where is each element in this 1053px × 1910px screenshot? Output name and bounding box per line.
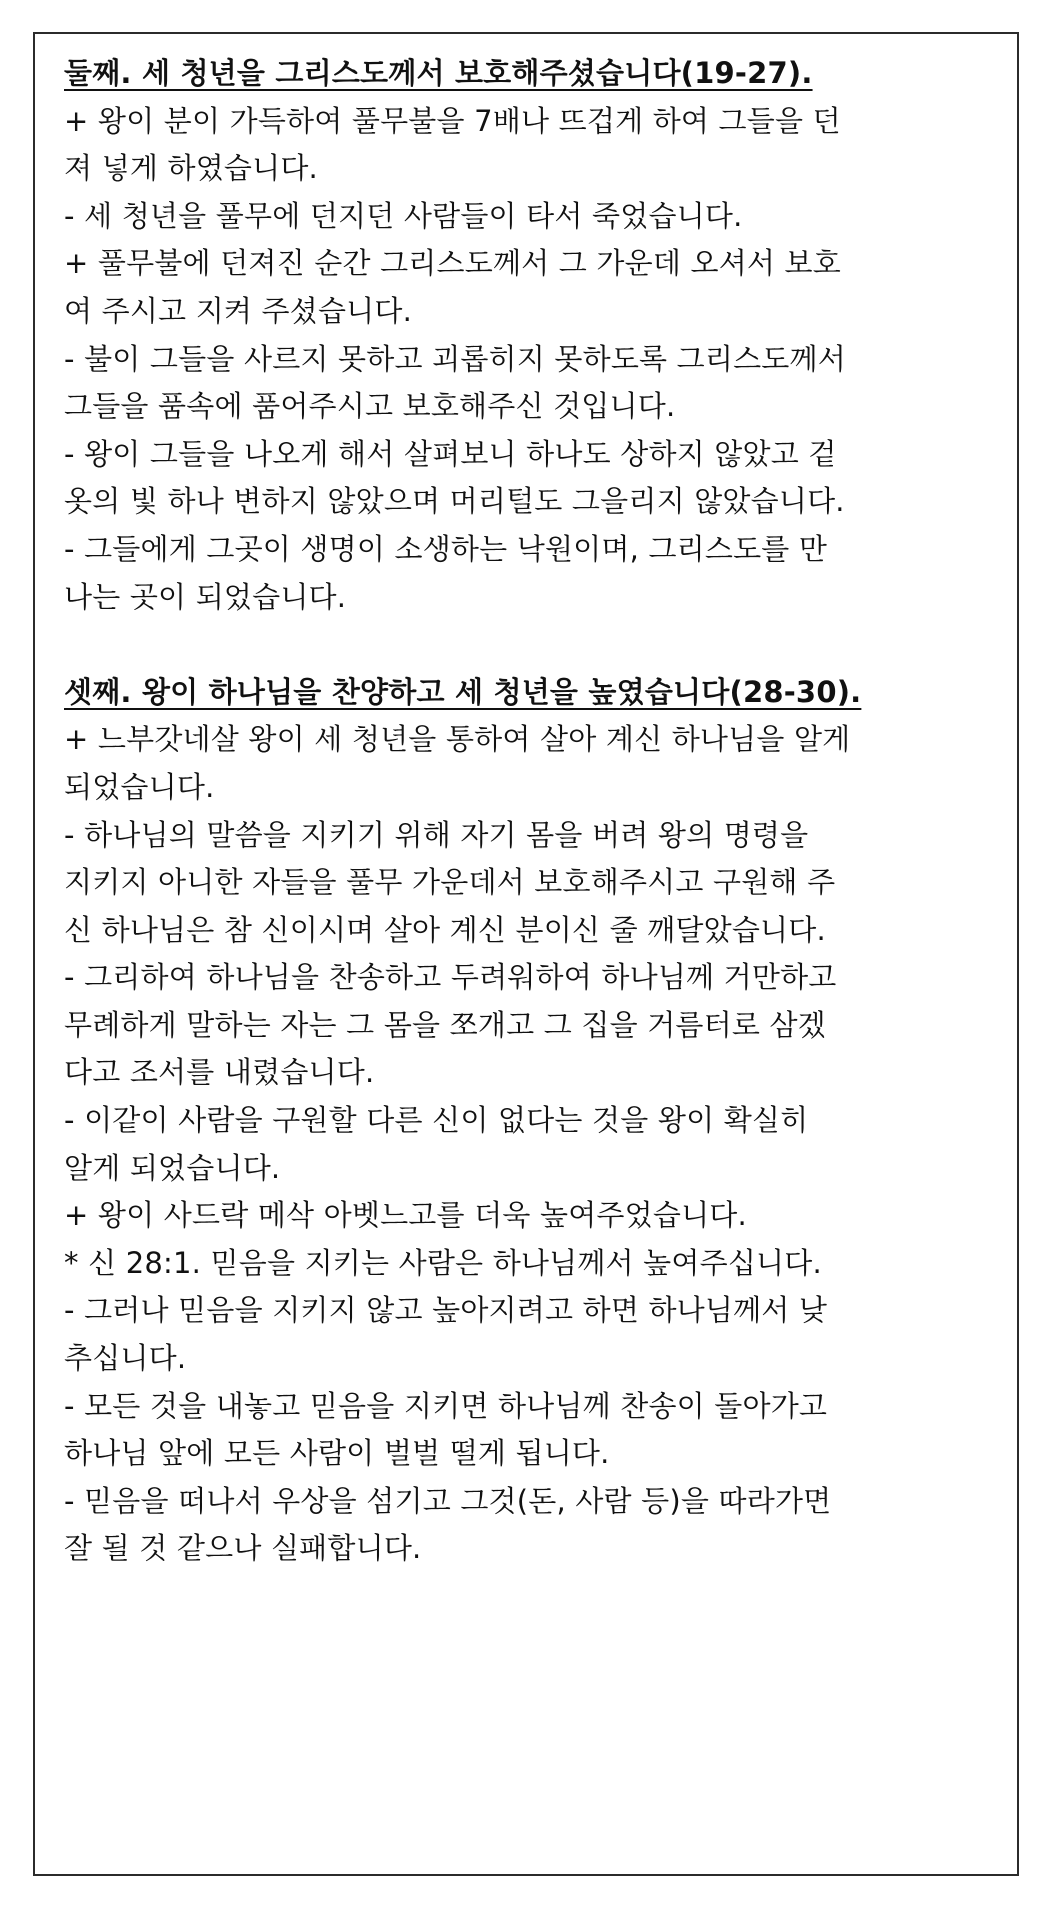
section-spacer [64,621,994,669]
text-line: 잘 될 것 같으나 실패합니다. [64,1531,422,1566]
text-line: + 느부갓네살 왕이 세 청년을 통하여 살아 계신 하나님을 알게 [64,722,851,757]
text-line: + 왕이 사드락 메삭 아벳느고를 더욱 높여주었습니다. [64,1198,747,1233]
text-line: 옷의 빛 하나 변하지 않았으며 머리털도 그을리지 않았습니다. [64,484,845,519]
text-line: 나는 곳이 되었습니다. [64,579,347,614]
text-line: - 이같이 사람을 구원할 다른 신이 없다는 것을 왕이 확실히 [64,1103,809,1138]
section-second [64,50,994,621]
section-third [64,669,994,1573]
text-line: 여 주시고 지켜 주셨습니다. [64,293,413,328]
section-heading: 셋째. 왕이 하나님을 찬양하고 세 청년을 높였습니다(28-30). [64,674,862,709]
text-line: 져 넣게 하였습니다. [64,151,318,186]
text-line: 다고 조서를 내렸습니다. [64,1055,375,1090]
text-line: - 하나님의 말씀을 지키기 위해 자기 몸을 버려 왕의 명령을 [64,817,809,852]
text-line: * 신 28:1. 믿음을 지키는 사람은 하나님께서 높여주십니다. [64,1245,822,1280]
text-line: + 풀무불에 던져진 순간 그리스도께서 그 가운데 오셔서 보호 [64,246,841,281]
text-line: - 왕이 그들을 나오게 해서 살펴보니 하나도 상하지 않았고 겉 [64,436,837,471]
text-line: - 모든 것을 내놓고 믿음을 지키면 하나님께 찬송이 돌아가고 [64,1388,828,1423]
text-line: - 그리하여 하나님을 찬송하고 두려워하여 하나님께 거만하고 [64,960,837,995]
text-line: - 그들에게 그곳이 생명이 소생하는 낙원이며, 그리스도를 만 [64,531,828,566]
section-heading: 둘째. 세 청년을 그리스도께서 보호해주셨습니다(19-27). [64,56,813,90]
text-line: 그들을 품속에 품어주시고 보호해주신 것입니다. [64,389,676,424]
text-line: - 불이 그들을 사르지 못하고 괴롭히지 못하도록 그리스도께서 [64,341,846,376]
text-line: - 세 청년을 풀무에 던지던 사람들이 타서 죽었습니다. [64,198,743,233]
text-line: - 그러나 믿음을 지키지 않고 높아지려고 하면 하나님께서 낮 [64,1293,828,1328]
text-line: 무례하게 말하는 자는 그 몸을 쪼개고 그 집을 거름터로 삼겠 [64,1007,826,1042]
text-line: 되었습니다. [64,769,215,804]
text-line: 하나님 앞에 모든 사람이 벌벌 떨게 됩니다. [64,1436,610,1471]
text-line: 알게 되었습니다. [64,1150,281,1185]
text-line: - 믿음을 떠나서 우상을 섬기고 그것(돈, 사람 등)을 따라가면 [64,1483,832,1518]
text-line: 신 하나님은 참 신이시며 살아 계신 분이신 줄 깨달았습니다. [64,912,826,947]
text-line: + 왕이 분이 가득하여 풀무불을 7배나 뜨겁게 하여 그들을 던 [64,103,841,138]
text-line: 지키지 아니한 자들을 풀무 가운데서 보호해주시고 구원해 주 [64,865,836,900]
text-line: 추십니다. [64,1341,187,1376]
document-body [64,50,994,1573]
